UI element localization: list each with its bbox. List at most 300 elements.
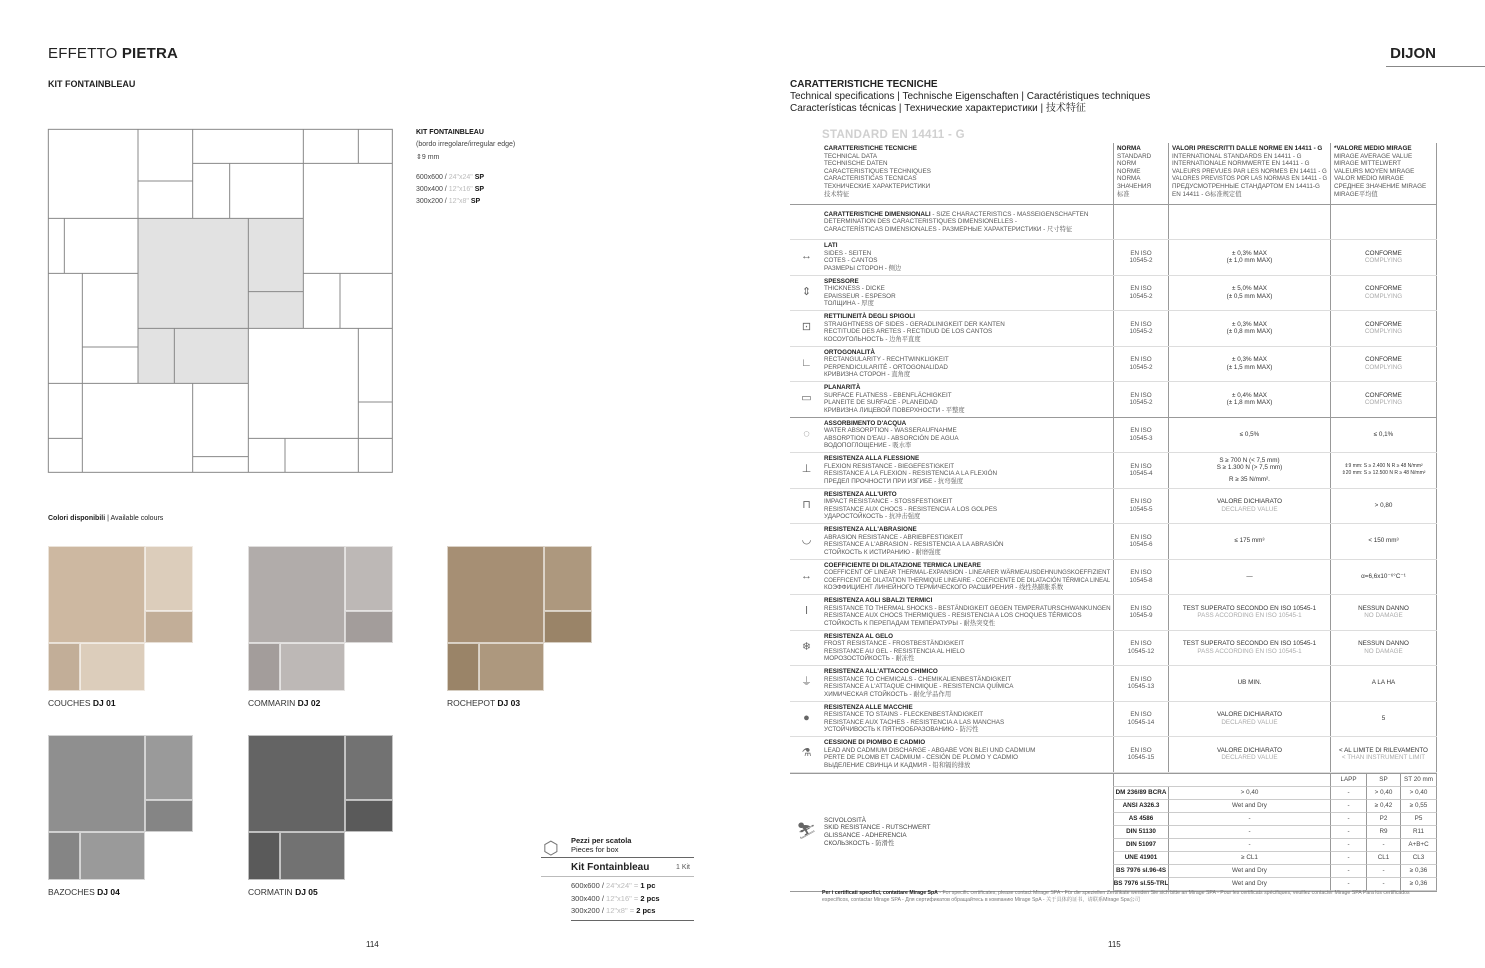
text-line: COEFFICENT OF LINEAR THERMAL-EXPANSION - LINEARER WÄRMEAUSDEHNUNGSKOEFFIZIENT <box>824 569 1111 577</box>
slip-value: - <box>1168 839 1330 852</box>
text-line: EN ISO <box>1130 427 1152 435</box>
empty <box>1330 205 1437 239</box>
item-imperial: 12"x16" = <box>606 893 639 903</box>
text-line: CARACTERISTIQUES TECHNIQUES <box>824 167 931 175</box>
chemical-flask-icon: ⏚ <box>801 676 812 689</box>
text-line: 10545-2 <box>1129 363 1153 371</box>
text-line: EN ISO <box>1130 462 1152 470</box>
text-line: NORMA <box>1117 175 1141 183</box>
slip-lapp: - <box>1330 813 1366 826</box>
text-line: ABRASION RESISTANCE - ABRIEBFESTIGKEIT <box>824 533 964 541</box>
water-drop-icon: ◌ <box>803 427 810 440</box>
size-imperial: 12"x8" <box>448 198 469 206</box>
dim-rest: - SIZE CHARACTERISTICS - MASSEIGENSCHAFTEN <box>930 210 1089 218</box>
value-line: ± 5,0% MAX <box>1232 285 1267 293</box>
spec-norma <box>1113 418 1168 453</box>
slip-sp: - <box>1366 839 1400 852</box>
text-line: RESISTANCE A L'ATTAQUE CHIMIQUE - RESISTENCIA QUÍMICA <box>824 683 1014 691</box>
spec-value <box>1168 311 1330 346</box>
slip-title: SCIVOLOSITÀ <box>824 816 866 824</box>
title-rule <box>1386 66 1485 67</box>
spec-mirage <box>1330 240 1437 275</box>
kit-size <box>416 172 515 184</box>
item-imperial: 12"x8" = <box>606 906 635 915</box>
text-line: INTERNATIONAL STANDARDS EN 14411 - G <box>1172 152 1302 160</box>
spec-value <box>1168 240 1330 275</box>
spacer <box>790 205 823 239</box>
text-line: EN ISO <box>1130 249 1152 257</box>
value-line: VALORE DICHIARATO <box>1216 746 1283 754</box>
spec-label <box>823 418 1113 453</box>
spec-mirage <box>1330 347 1437 382</box>
text-line: RESISTANCE AU GEL - RESISTENCIA AL HIELO <box>824 647 965 655</box>
text-line: FROST RESISTANCE - FROSTBESTÄNDIGKEIT <box>824 640 965 648</box>
slip-norm: DIN 51097 <box>1113 839 1168 852</box>
text-line: DETERMINATION DES CARACTERISTIQUES DIMENSIONELLES - <box>824 218 1018 226</box>
text-line: RESISTANCE AUX CHOCS - RESISTENCIA A LOS GOLPES <box>824 505 998 513</box>
size-finish: SP <box>470 198 481 206</box>
spec-norma <box>1113 311 1168 346</box>
text-line: 10545-2 <box>1129 257 1153 265</box>
mirage-sub: COMPLYING <box>1364 292 1403 300</box>
page-title <box>48 45 178 62</box>
slip-norm: BS 7976 sl.55-TRL <box>1113 878 1168 891</box>
flatness-icon: ▭ <box>801 392 812 405</box>
spec-mirage <box>1330 737 1437 772</box>
text-line: ЗНАЧЕНИЯ <box>1117 182 1152 190</box>
text-line: RESISTANCE A LA FLEXION - RESISTENCIA A LA FLEXIÓN <box>824 470 998 478</box>
text-line: 10545-15 <box>1127 754 1155 762</box>
spec-heading-line3: Características técnicas | Технические характеристики | 技术特征 <box>790 103 1086 114</box>
text-line: RECTITUDE DES ARETES - RECTIDUD DE LOS CANTOS <box>824 328 993 336</box>
slip-value: Wet and Dry <box>1168 865 1330 878</box>
value-line: S ≥ 700 N (< 7,5 mm) <box>1219 456 1280 464</box>
item-qty: 2 pcs <box>640 893 660 903</box>
spec-value <box>1168 276 1330 311</box>
spec-title: RESISTENZA ALL'ATTACCO CHIMICO <box>824 668 938 676</box>
spec-mirage <box>1330 595 1437 630</box>
spec-value <box>1168 666 1330 701</box>
slip-value: Wet and Dry <box>1168 800 1330 813</box>
value-line: VALORE DICHIARATO <box>1216 498 1283 506</box>
dimensional-row <box>790 205 1437 240</box>
text-line: VALORES PREVISTOS POR LAS NORMAS EN 14411 - G <box>1172 175 1328 183</box>
swatch-tile <box>345 611 393 643</box>
mirage-sub: NO DAMAGE <box>1364 647 1403 655</box>
value-line: (± 1,5 mm MAX) <box>1226 363 1273 371</box>
text-line: 10545-13 <box>1127 683 1155 691</box>
mirage-sub: NO DAMAGE <box>1364 612 1403 620</box>
text-line: EN 14411 - G标准规定值 <box>1172 190 1242 198</box>
header-col2 <box>1113 143 1168 204</box>
spacer <box>790 143 823 204</box>
text-line: RESISTANCE A L'ABRASION - RESISTENCIA A LA ABRASIÓN <box>824 541 1004 549</box>
swatch-tile <box>345 735 393 800</box>
swatch-tile <box>145 546 193 611</box>
colors-heading-bold: Colori disponibili <box>48 515 106 522</box>
text-line: EN ISO <box>1130 604 1152 612</box>
spec-title: RESISTENZA ALLE MACCHIE <box>824 703 913 711</box>
spec-value <box>1168 418 1330 453</box>
slip-lapp: - <box>1330 878 1366 891</box>
text-line: RESISTANCE TO THERMAL SHOCKS - BESTÄNDIGKEIT GEGEN TEMPERATURSCHWANKUNGEN <box>824 604 1111 612</box>
slip-norm: DIN 51130 <box>1113 826 1168 839</box>
text-line: УСТОЙЧИВОСТЬ К ПЯТНООБРАЗОВАНИЮ - 防污性 <box>824 726 979 734</box>
footnote-text: - For specific certificates, please contact Mirage SPA - Für die speziellen Zertifikate wenden Sie sich bitte an Mirage SPA - Pour les certificats spécifiques, veuillez contacter Mirage SPA Para los certificados específicos, contactar Mirage SPA - Для сертификатов обращайтесь в компанию Mirage SpA - 关于具体的证书，请联系Mirage Spa公司 <box>822 890 1410 903</box>
swatch-tile <box>248 735 345 832</box>
mirage-value: < 150 mm³ <box>1368 537 1399 545</box>
text-line: СКОЛЬЗКОСТЬ - 防滑性 <box>824 839 895 847</box>
box-item <box>541 880 694 893</box>
box-icon: ⬡ <box>543 838 559 858</box>
spec-value <box>1168 702 1330 737</box>
swatch-tile <box>248 546 345 643</box>
spec-label <box>823 702 1113 737</box>
value-line: UB MIN. <box>1237 679 1262 687</box>
slip-st: P5 <box>1400 813 1437 826</box>
footnote <box>822 890 1437 904</box>
text-line: COTES - CANTOS <box>824 257 878 265</box>
text-line: ПРЕДУСМОТРЕННЫЕ СТАНДАРТОМ EN 14411-G <box>1172 182 1320 190</box>
value-line: TEST SUPERATO SECONDO EN ISO 10545-1 <box>1182 640 1317 648</box>
spec-title: SPESSORE <box>824 277 859 285</box>
spec-norma <box>1113 276 1168 311</box>
spec-mirage <box>1330 631 1437 666</box>
kit-size <box>416 196 515 208</box>
color-swatch <box>248 735 393 880</box>
slip-sp: R9 <box>1366 826 1400 839</box>
text-line: RECTANGULARITY - RECHTWINKLIGKEIT <box>824 356 949 364</box>
kit-info <box>416 127 515 209</box>
value-line: ≤ 175 mm³ <box>1234 537 1265 545</box>
swatch-tile <box>447 643 479 691</box>
size-finish: SP <box>474 173 485 181</box>
mirage-value: CONFORME <box>1365 320 1402 328</box>
value-line: VALORE DICHIARATO <box>1216 711 1283 719</box>
mirage-value: < AL LIMITE DI RILEVAMENTO <box>1339 746 1428 754</box>
spec-title: ASSORBIMENTO D'ACQUA <box>824 419 907 427</box>
mirage-sub: COMPLYING <box>1364 257 1403 265</box>
value-line: (± 0,8 mm MAX) <box>1226 328 1273 336</box>
text-line: ВОДОПОГЛОЩЕНИЕ - 吸水率 <box>824 442 912 450</box>
text-line: SIDES - SEITEN <box>824 249 872 257</box>
item-metric: 600x600 / <box>571 881 604 890</box>
item-metric: 300x400 / <box>571 893 604 903</box>
spec-norma <box>1113 702 1168 737</box>
spec-mirage <box>1330 524 1437 559</box>
spec-value <box>1168 595 1330 630</box>
spec-row <box>790 595 1437 631</box>
swatch-tile <box>145 735 193 800</box>
spec-norma <box>1113 453 1168 488</box>
spec-label <box>823 524 1113 559</box>
abrasion-icon: ◡ <box>801 534 812 547</box>
slip-norm: BS 7976 sl.96-4S <box>1113 865 1168 878</box>
swatch-label <box>447 698 520 708</box>
slip-lapp: - <box>1330 826 1366 839</box>
swatch-label <box>248 887 318 897</box>
kit-thickness <box>416 152 515 164</box>
text-line: 10545-2 <box>1129 399 1153 407</box>
spec-value <box>1168 382 1330 417</box>
title-bold: PIETRA <box>121 45 179 62</box>
kit-edge: (bordo irregolare/irregular edge) <box>416 141 516 149</box>
slip-sp: > 0,40 <box>1366 787 1400 800</box>
spec-row <box>790 737 1437 773</box>
text-line: INTERNATIONALE NORMWERTE EN 14411 - G <box>1172 160 1310 168</box>
slip-lapp: - <box>1330 839 1366 852</box>
text-line: PERPENDICULARITÉ - ORTOGONALIDAD <box>824 363 948 371</box>
impact-icon: ⊓ <box>802 498 811 511</box>
spec-label <box>823 276 1113 311</box>
box-heading-en: Pieces for box <box>571 845 619 854</box>
text-line: CARACTERISTICAS TECNICAS <box>824 175 917 183</box>
text-line: 10545-2 <box>1129 328 1153 336</box>
text-line: *VALORE MEDIO MIRAGE <box>1334 145 1412 152</box>
swatch-tile <box>280 643 345 691</box>
text-line: PLANEITE DE SURFACE - PLANEIDAD <box>824 399 938 407</box>
text-line: LEAD AND CADMIUM DISCHARGE - ABGABE VON BLEI UND CADMIUM <box>824 746 1036 754</box>
slip-norm: ANSI A326.3 <box>1113 800 1168 813</box>
mirage-value: NESSUN DANNO <box>1358 640 1409 648</box>
spec-mirage <box>1330 560 1437 595</box>
mirage-value: CONFORME <box>1365 356 1402 364</box>
slip-st: ≥ 0,36 <box>1400 865 1437 878</box>
swatch-tile <box>479 643 544 691</box>
slip-resistance-table <box>790 773 1437 892</box>
text-line: EN ISO <box>1130 285 1152 293</box>
spec-mirage <box>1330 666 1437 701</box>
mirage-value: ≤ 0,1% <box>1373 430 1394 438</box>
slip-st: A+B+C <box>1400 839 1437 852</box>
spec-row <box>790 524 1437 560</box>
mirage-value: NESSUN DANNO <box>1358 604 1409 612</box>
swatch-tile <box>48 832 80 880</box>
text-line: VALORI PRESCRITTI DALLE NORME EN 14411 - G <box>1172 145 1323 152</box>
spec-mirage <box>1330 382 1437 417</box>
text-line: EN ISO <box>1130 356 1152 364</box>
swatch-tile <box>248 643 280 691</box>
slip-lapp: - <box>1330 800 1366 813</box>
spec-norma <box>1113 666 1168 701</box>
swatch-name: COMMARIN <box>248 698 296 708</box>
mirage-value: CONFORME <box>1365 391 1402 399</box>
swatch-code: DJ 05 <box>295 887 318 897</box>
text-line: STRAIGHTNESS OF SIDES - GERADLINIGKEIT DER KANTEN <box>824 320 1005 328</box>
text-line: ТЕХНИЧЕСКИЕ ХАРАКТЕРИСТИКИ <box>824 182 931 190</box>
spec-label <box>823 560 1113 595</box>
spec-value <box>1168 453 1330 488</box>
text-line: 10545-3 <box>1129 434 1153 442</box>
text-line: RESISTANCE TO STAINS - FLECKENBESTÄNDIGKEIT <box>824 711 984 719</box>
value-line: ± 0,3% MAX <box>1232 320 1267 328</box>
stain-icon: ● <box>803 711 810 724</box>
dim-first <box>824 211 1088 219</box>
text-line: WATER ABSORPTION - WASSERAUFNAHME <box>824 427 957 435</box>
sides-icon: ↔ <box>801 250 812 263</box>
dim-title: CARATTERISTICHE DIMENSIONALI <box>824 210 931 218</box>
kit-name: KIT FONTAINBLEAU <box>416 129 484 136</box>
slip-lapp: - <box>1330 787 1366 800</box>
swatch-tile <box>48 643 80 691</box>
slip-st: > 0,40 <box>1400 787 1437 800</box>
spec-label <box>823 666 1113 701</box>
swatch-code: DJ 03 <box>497 698 521 708</box>
spec-label <box>823 595 1113 630</box>
swatch-tile <box>447 546 544 643</box>
spec-mirage <box>1330 311 1437 346</box>
spec-label <box>823 631 1113 666</box>
thickness-icon: ⇕ <box>801 285 812 298</box>
text-line: MIRAGE MITTELWERT <box>1334 160 1401 168</box>
value-line: — <box>1246 572 1253 580</box>
text-line: TECHNICAL DATA <box>824 152 878 160</box>
text-line: MIRAGE平均值 <box>1334 190 1378 198</box>
slip-sp: - <box>1366 878 1400 891</box>
spec-title: RETTILINEITÀ DEGLI SPIGOLI <box>824 313 915 321</box>
text-line: NORM <box>1117 160 1137 168</box>
text-line: NORME <box>1117 167 1141 175</box>
spec-row <box>790 453 1437 489</box>
colors-heading <box>48 515 163 522</box>
spec-label <box>823 382 1113 417</box>
text-line: МОРОЗОСТОЙКОСТЬ - 耐冻性 <box>824 655 915 663</box>
text-line: SKID RESISTANCE - RUTSCHWERT <box>824 824 931 832</box>
kit-size <box>416 184 515 196</box>
slip-value: - <box>1168 826 1330 839</box>
spec-heading-line2: Technical specifications | Technische Eigenschaften | Caractéristiques techniques <box>790 91 1151 102</box>
flexion-icon: ⊥ <box>801 463 812 476</box>
text-line: СРЕДНЕЕ ЗНАЧЕНИЕ MIRAGE <box>1334 182 1427 190</box>
empty <box>1113 205 1168 239</box>
text-line: CARATTERISTICHE TECNICHE <box>824 145 917 152</box>
text-line: MIRAGE AVERAGE VALUE <box>1334 152 1413 160</box>
spec-norma <box>1113 489 1168 524</box>
text-line: IMPACT RESISTANCE - STOSSFESTIGKEIT <box>824 498 953 506</box>
straightness-icon: ⊡ <box>801 321 812 334</box>
mirage-value: 5 <box>1381 714 1386 722</box>
spec-title: RESISTENZA ALL'URTO <box>824 490 897 498</box>
mirage-value-2: ⇕20 mm: S ≥ 12.500 N R ≥ 48 N/mm² <box>1341 470 1426 477</box>
spec-value <box>1168 560 1330 595</box>
mirage-value: CONFORME <box>1365 285 1402 293</box>
value-line: ± 0,4% MAX <box>1232 391 1267 399</box>
swatch-tile <box>280 832 345 880</box>
box-heading: Pezzi per scatola <box>571 836 632 845</box>
spec-row <box>790 666 1437 702</box>
text-line: GLISSANCE - ADHERENCIA <box>824 832 907 839</box>
text-line: КОСОУГОЛЬНОСТЬ - 边角平直度 <box>824 335 921 343</box>
value-sub: DECLARED VALUE <box>1221 505 1278 513</box>
slip-value: > 0,40 <box>1168 787 1330 800</box>
swatch-label <box>248 698 320 708</box>
spec-title: RESISTENZA AL GELO <box>824 632 894 640</box>
pieces-per-box <box>541 836 694 921</box>
size-imperial: 24"x24" <box>448 173 473 181</box>
swatch-tile <box>345 546 393 611</box>
text-line: СТОЙКОСТЬ К ПЕРЕПАДАМ ТЕМПЕРАТУРЫ - 耐热突变性 <box>824 619 996 627</box>
footnote-bold: Per i certificati specifici, contattare Mirage SpA <box>822 890 938 896</box>
spec-norma <box>1113 560 1168 595</box>
spec-row <box>790 240 1437 276</box>
empty <box>1113 774 1330 787</box>
mirage-value: ⇕9 mm: S ≥ 2.400 N R ≥ 48 N/mm² <box>1344 462 1423 469</box>
slip-norm: DM 236/89 BCRA <box>1113 787 1168 800</box>
swatch-tile <box>345 800 393 832</box>
kit-subtitle: KIT FONTAINBLEAU <box>48 79 136 89</box>
lead-cadmium-icon: ⚗ <box>801 747 812 760</box>
spec-value <box>1168 524 1330 559</box>
text-line: COEFFICENT DE DILATATION THERMIQUE LINEAIRE - COEFICIENTE DE DILATACIÓN TÉRMICA LINEAL <box>824 576 1111 584</box>
text-line: RESISTANCE AUX CHOCS THERMIQUES - RESISTENCIA A LOS CHOQUES TÉRMICOS <box>824 612 1082 620</box>
snowflake-icon: ❄ <box>801 640 812 653</box>
spec-row <box>790 560 1437 596</box>
swatch-tile <box>544 546 592 611</box>
spec-title: RESISTENZA ALLA FLESSIONE <box>824 455 920 463</box>
spec-label <box>823 311 1113 346</box>
header-col1 <box>823 143 1113 204</box>
table-header <box>790 143 1437 205</box>
text-line: CARACTERÍSTICAS DIMENSIONALES - РАЗМЕРНЫЕ ХАРАКТЕРИСТИКИ - 尺寸特征 <box>824 225 1073 233</box>
color-swatch <box>48 546 193 691</box>
spec-norma <box>1113 737 1168 772</box>
text-line: EN ISO <box>1130 711 1152 719</box>
slip-st: CL3 <box>1400 852 1437 865</box>
header-col4 <box>1330 143 1437 204</box>
text-line: 10545-4 <box>1129 470 1153 478</box>
text-line: NORMA <box>1117 145 1141 152</box>
color-swatch <box>48 735 193 880</box>
spec-title: LATI <box>824 242 838 250</box>
rectangularity-icon: ∟ <box>801 356 812 369</box>
value-sub: PASS ACCORDING EN ISO 10545-1 <box>1197 647 1302 655</box>
text-line: EN ISO <box>1130 675 1152 683</box>
slip-col-header: ST 20 mm <box>1400 774 1437 787</box>
spec-value <box>1168 737 1330 772</box>
spec-row <box>790 702 1437 738</box>
text-line: EN ISO <box>1130 391 1152 399</box>
spec-norma <box>1113 631 1168 666</box>
text-line: EPAISSEUR - ESPESOR <box>824 292 896 300</box>
spec-norma <box>1113 347 1168 382</box>
text-line: РАЗМЕРЫ СТОРОН - 侧边 <box>824 264 902 272</box>
thermometer-icon: ǀ <box>805 605 808 618</box>
spec-value <box>1168 489 1330 524</box>
swatch-label <box>48 698 116 708</box>
thickness-value: 9 mm <box>421 153 440 161</box>
mirage-sub: COMPLYING <box>1364 328 1403 336</box>
text-line: FLEXION RESISTANCE - BIEGEFESTIGKEIT <box>824 462 955 470</box>
text-line: ХИМИЧЕСКАЯ СТОЙКОСТЬ - 耐化学品作用 <box>824 690 952 698</box>
text-line: 10545-8 <box>1129 576 1153 584</box>
spec-row <box>790 311 1437 347</box>
value-line: R ≥ 35 N/mm². <box>1229 476 1270 484</box>
empty <box>1168 205 1330 239</box>
text-line: ПРЕДЕЛ ПРОЧНОСТИ ПРИ ИЗГИБЕ - 抗弯强度 <box>824 477 964 485</box>
text-line: КРИВИЗНА ЛИЦЕВОЙ ПОВЕРХНОСТИ - 平整度 <box>824 406 965 414</box>
text-line: 10545-9 <box>1129 612 1153 620</box>
text-line: EN ISO <box>1130 498 1152 506</box>
box-item <box>541 893 694 906</box>
spec-mirage <box>1330 418 1437 453</box>
spec-heading <box>790 79 1150 115</box>
mirage-value: A LA HA <box>1371 679 1396 687</box>
spec-row <box>790 631 1437 667</box>
value-line: S ≥ 1.300 N (> 7,5 mm) <box>1216 464 1283 472</box>
spec-mirage <box>1330 453 1437 488</box>
swatch-tile <box>48 546 145 643</box>
spec-row <box>790 347 1437 383</box>
